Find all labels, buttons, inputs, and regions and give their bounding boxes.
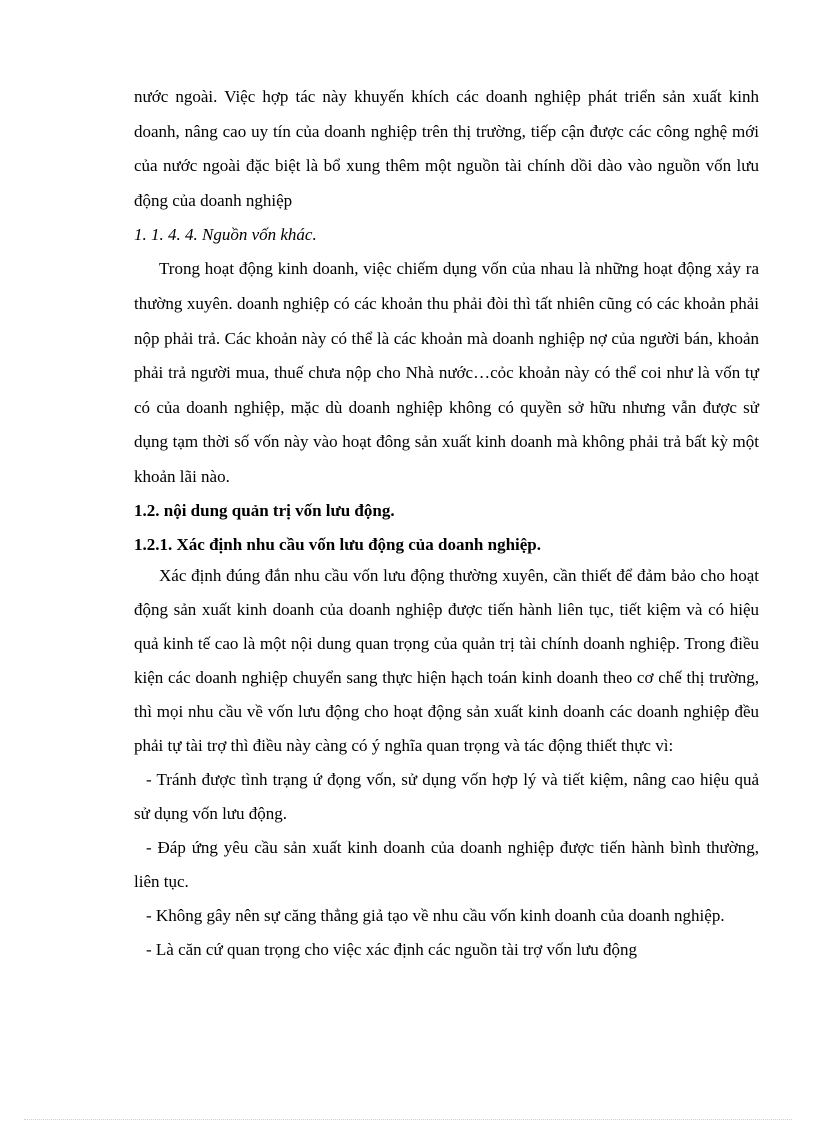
paragraph-foreign-cooperation: nước ngoài. Việc hợp tác này khuyến khích các doanh nghiệp phát triển sản xuất kinh doanh, nâng cao uy tín của doanh nghiệp trên thị trường, tiếp cận được các công nghệ mới của nước ngoài đặc biệt là bổ xung thêm một nguồn tài chính dồi dào vào nguồn vốn lưu động của doanh nghiệp [134, 87, 759, 210]
list-item-avoid-stagnation: - Tránh được tình trạng ứ đọng vốn, sử dụng vốn hợp lý và tiết kiệm, nâng cao hiệu quả sử dụng vốn lưu động. [134, 769, 759, 823]
heading-determine-capital-needs: 1.2.1. Xác định nhu cầu vốn lưu động của doanh nghiệp. [134, 534, 542, 554]
paragraph-capital-needs-importance: Xác định đúng đắn nhu cầu vốn lưu động thường xuyên, cần thiết để đảm bảo cho hoạt động sản xuất kinh doanh của doanh nghiệp được tiến hành liên tục, tiết kiệm và có hiệu quả kinh tế cao là một nội dung quan trọng của quản trị tài chính doanh nghiệp. Trong điều kiện các doanh nghiệp chuyển sang thực hiện hạch toán kinh doanh theo cơ chế thị trường, thì mọi nhu cầu về vốn lưu động cho hoạt động sản xuất kinh doanh các doanh nghiệp đều phải tự tài trợ thì điều này càng có ý nghĩa quan trọng và tác động thiết thực vì: [134, 565, 759, 755]
paragraph-appropriated-capital: Trong hoạt động kinh doanh, việc chiếm dụng vốn của nhau là những hoạt động xảy ra thường xuyên. doanh nghiệp có các khoản thu phải đòi thì tất nhiên cũng có các khoản phải nộp phải trả. Các khoản này có thể là các khoản mà doanh nghiệp nợ của người bán, khoản phải trả người mua, thuế chưa nộp cho Nhà nước…cỏc khoản này có thể coi như là vốn tự có của doanh nghiệp, mặc dù doanh nghiệp không có quyền sở hữu nhưng vẫn được sử dụng tạm thời số vốn này vào hoạt đông sản xuất kinh doanh mà không phải trả bất kỳ một khoản lãi nào. [134, 259, 759, 486]
document-page [134, 80, 759, 967]
list-item-meet-production-needs: - Đáp ứng yêu cầu sản xuất kinh doanh của doanh nghiệp được tiến hành bình thường, liên tục. [134, 837, 759, 891]
list-item-basis-for-funding: - Là căn cứ quan trọng cho việc xác định các nguồn tài trợ vốn lưu động [146, 939, 637, 959]
heading-working-capital-management: 1.2. nội dung quản trị vốn lưu động. [134, 500, 395, 520]
subheading-other-capital-sources: 1. 1. 4. 4. Nguồn vốn khác. [134, 225, 317, 245]
list-item-no-artificial-tension: - Không gây nên sự căng thẳng giả tạo về nhu cầu vốn kinh doanh của doanh nghiệp. [146, 905, 725, 925]
page-bottom-divider [24, 1119, 792, 1120]
